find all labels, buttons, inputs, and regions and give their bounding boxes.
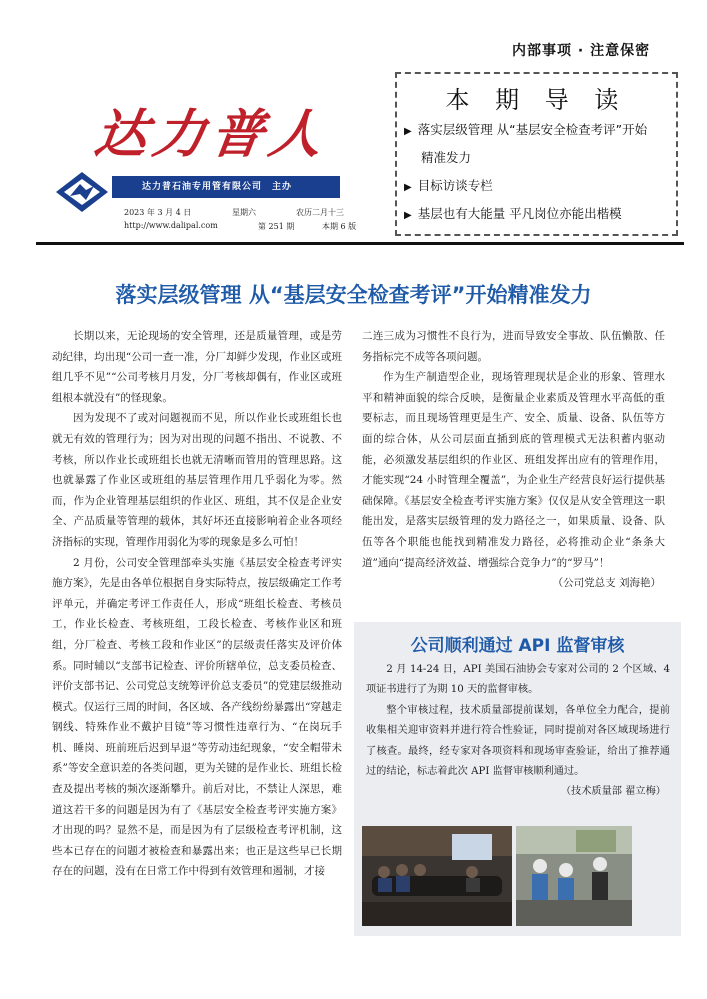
website-link[interactable]: http://www.dalipal.com	[124, 221, 218, 230]
toc-item-1[interactable]	[404, 120, 647, 138]
issue-lunar-date: 农历二月十三	[296, 208, 344, 217]
paragraph: 2 月份，公司安全管理部牵头实施《基层安全检查考评实施方案》，先是由各单位根据自身实际特点，按层级确定工作考评单元，并确定考评工作责任人，形成“班组长检查、考核员工，作业长检查、考核班组，工段长检查、考核作业区和班组，分厂检查、考核工段和作业区”的层级责任落实及评价体系。同时辅以“支部书记检查、评价所辖单位，总支委员检查、评价支部书记、公司党总支统筹评价总支委员”的党建层级推动模式。仅运行三周的时间，各区域、各产线纷纷暴露出“穿越走钢线、特殊作业不戴护目镜”等习惯性违章行为、“在岗玩手机、睡岗、班前班后迟到早退”等劳动违纪现象，“安全帽带未系”等安全意识差的各类问题，更为关键的是作业长、班组长检查及提出考核的频次逐渐攀升。前后对比，不禁让人深思，难道这若干多的问题是因为有了《基层安全检查考评实施方案》才出现的吗？显然不是，而是因为有了层级检查考评机制，这些本已存在的问题才被检查和暴露出来；也正是这些早已长期存在的问题，没有在日常工作中得到有效管理和遏制，才接	[52, 556, 342, 878]
paragraph: 整个审核过程，技术质量部提前谋划，各单位全力配合，提前收集相关迎审资料并进行符合性验证，同时提前对各区域现场进行了核查。最终，经专家对各项资料和现场审查验证，给出了推荐通过的结论，标志着此次 API 监督审核顺利通过。	[366, 704, 670, 778]
page-count: 本期 6 版	[322, 222, 357, 231]
issue-weekday: 星期六	[232, 208, 256, 217]
toc-item-3[interactable]	[404, 204, 622, 222]
sidebar-text	[366, 660, 670, 803]
article-column-right	[362, 326, 665, 594]
masthead-title: 达力普人	[91, 104, 332, 165]
paragraph: 作为生产制造型企业，现场管理现状是企业的形象、管理水平和精神面貌的综合反映，是衡量企业素质及管理水平高低的重要标志，而且现场管理更是生产、安全、质量、设备、队伍等方面的综合体，从公司层面直插到底的管理模式无法积蓄内驱动能，必须激发基层组织的作业区、班组发挥出应有的管理作用，才能实现“24 小时管理全覆盖”，为企业生产经营良好运行提供基础保障。《基层安全检查考评实施方案》仅仅是从安全管理这一职能出发，是落实层级管理的发力路径之一，如果质量、设备、队伍等各个职能也能找到精准发力路径，必将推动企业“条条大道”通向“提高经济效益、增强综合竞争力”的“罗马”！	[362, 371, 665, 569]
paragraph: 二连三成为习惯性不良行为，进而导致安全事故、队伍懒散、任务指标完不成等各项问题。	[362, 330, 665, 363]
article-headline: 落实层级管理 从“基层安全检查考评”开始精准发力	[115, 283, 592, 307]
toc-item-label: 落实层级管理 从“基层安全检查考评”开始	[417, 122, 648, 137]
issue-number: 第 251 期	[258, 222, 295, 231]
paragraph: 长期以来，无论现场的安全管理，还是质量管理，或是劳动纪律，均出现“公司一查一准，分厂却鲜少发现，作业区或班组几乎不见”“公司考核月月发，分厂考核却偶有，作业区或班组根本就没有”的怪现象。	[52, 330, 342, 404]
toc-item-2[interactable]	[404, 176, 493, 194]
company-logo	[54, 170, 110, 214]
paragraph: 2 月 14-24 日，API 美国石油协会专家对公司的 2 个区域、4 项证书进行了为期 10 天的监督审核。	[366, 664, 670, 696]
article-byline: （公司党总支 刘海艳）	[552, 577, 661, 590]
host-bar: 达力普石油专用管有限公司 主办	[112, 176, 340, 198]
issue-date: 2023 年 3 月 4 日	[124, 208, 192, 217]
site-inspection-photo	[516, 826, 632, 926]
toc-item-label: 目标访谈专栏	[417, 178, 493, 193]
toc-item-label: 基层也有大能量 平凡岗位亦能出楷模	[417, 206, 622, 221]
triangle-right-icon: ▶	[404, 182, 412, 193]
confidential-label: 内部事项 · 注意保密	[512, 43, 651, 59]
toc-item-1-continued[interactable]: 精准发力	[421, 150, 472, 165]
header-rule	[36, 242, 684, 245]
audit-meeting-photo	[362, 826, 512, 926]
paragraph: 因为发现不了或对问题视而不见，所以作业长或班组长也就无有效的管理行为；因为对出现的问题不指出、不说教、不考核，所以作业长或班组长也就无清晰而管用的管理思路。这也就暴露了作业区或班组的基层管理作用几乎弱化为零。然而，作为企业管理基层组织的作业区、班组，其不仅是企业安全、产品质量等管理的载体，其好坏还直接影响着企业各项经济指标的实现，管理作用弱化为零的现象是多么可怕！	[52, 412, 342, 548]
triangle-right-icon: ▶	[404, 210, 412, 221]
triangle-right-icon: ▶	[404, 126, 412, 137]
sidebar-byline: （技术质量部 翟立梅）	[560, 786, 666, 798]
article-column-left	[52, 326, 342, 882]
sidebar-title: 公司顺利通过 API 监督审核	[410, 636, 625, 656]
toc-title: 本 期 导 读	[445, 86, 628, 114]
